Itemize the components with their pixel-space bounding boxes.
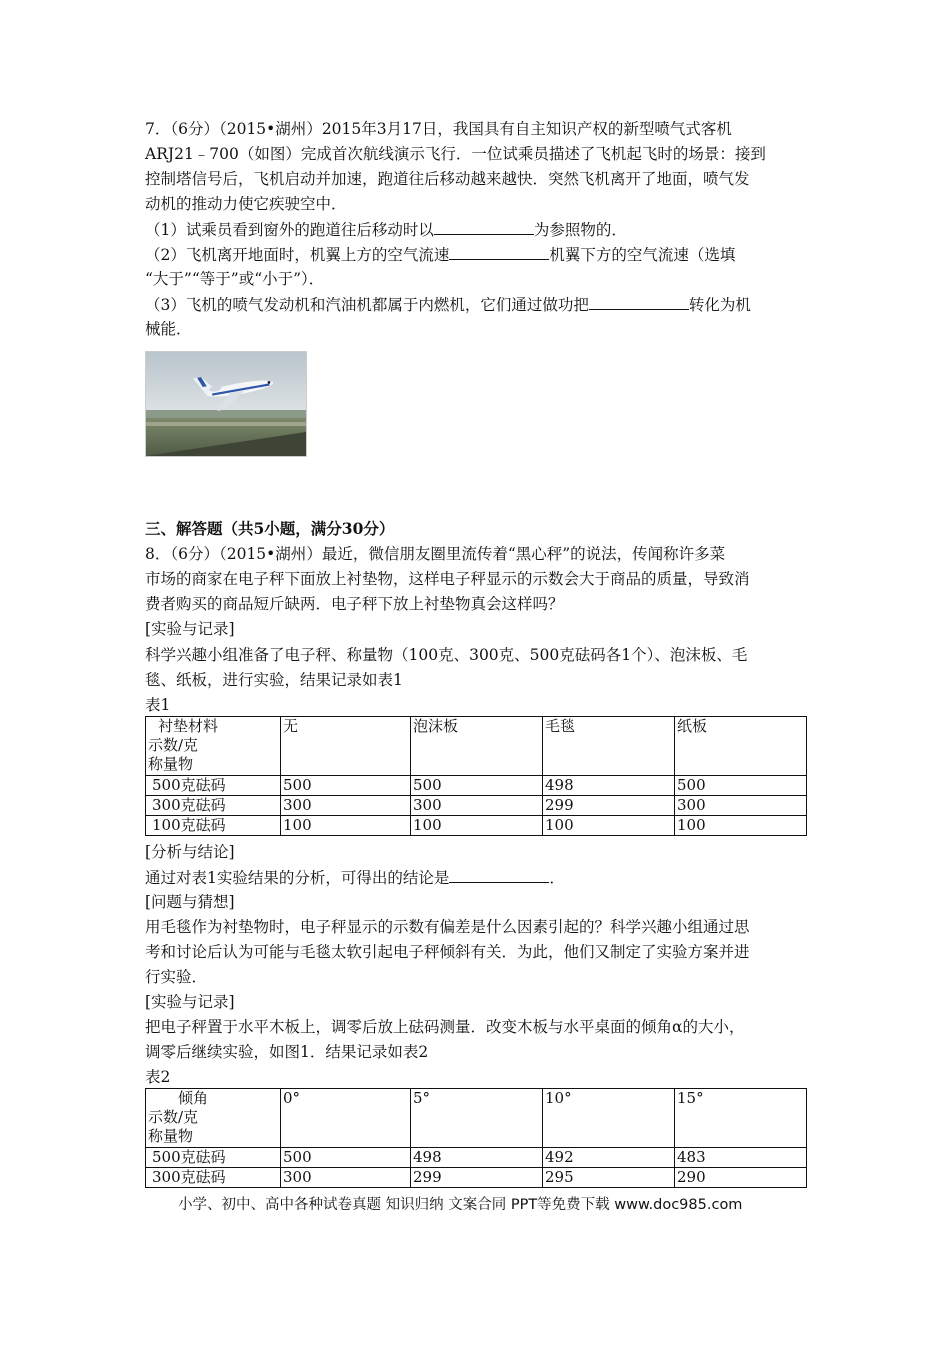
table-cell: 100 [543,816,675,836]
q7-line-2: ARJ21﹣700（如图）完成首次航线演示飞行．一位试乘员描述了飞机起飞时的场景：接到 [145,145,766,163]
table-header-cell [146,1089,281,1148]
header-top-label: 倾角 [178,1089,209,1107]
table-col-header: 15° [675,1089,807,1148]
q8-line-1: 8．（6分）（2015•湖州）最近，微信朋友圈里流传着“黑心秤”的说法，传闻称许多菜 [145,545,726,563]
q7-part-1 [145,218,627,241]
table-header-cell [146,717,281,776]
q8-line-2: 市场的商家在电子秤下面放上衬垫物，这样电子秤显示的示数会大于商品的质量，导致消 [145,570,750,588]
q7-part-3-suffix: 转化为机 [688,296,751,314]
table-cell: 290 [675,1168,807,1188]
table-row [146,816,807,836]
table-cell: 500 [675,776,807,796]
row-label: 100克砝码 [146,816,281,836]
table-col-header: 0° [281,1089,411,1148]
table-cell: 299 [411,1168,543,1188]
q7-line-1: 7．（6分）（2015•湖州）2015年3月17日，我国具有自主知识产权的新型喷气式客机 [145,120,732,138]
table-cell: 498 [543,776,675,796]
table-cell: 300 [675,796,807,816]
q7-part-2 [145,243,735,266]
table-1 [145,716,807,836]
table-col-header: 毛毯 [543,717,675,776]
header-bot-label: 称量物 [148,755,194,773]
table-cell: 483 [675,1148,807,1168]
q7-part-2-text: （2）飞机离开地面时，机翼上方的空气流速 [145,246,450,264]
row-label: 500克砝码 [146,776,281,796]
table-cell: 299 [543,796,675,816]
table-col-header: 泡沫板 [411,717,543,776]
q8-analysis-line [145,866,565,889]
q8-exp2-heading: [实验与记录] [145,993,235,1011]
table-row [146,1168,807,1188]
q8-exp1-line-2: 毯、纸板，进行实验，结果记录如表1 [145,671,403,689]
q7-part-3 [145,293,751,316]
q7-part-2-options: “大于”“等于”或“小于”）． [145,270,325,288]
header-bot-label: 称量物 [148,1127,194,1145]
table-cell: 500 [411,776,543,796]
q7-blank-3[interactable] [589,293,689,310]
q8-exp2-line-2: 调零后继续实验，如图1．结果记录如表2 [145,1043,429,1061]
table-cell: 295 [543,1168,675,1188]
table-row [146,796,807,816]
q8-exp1-line-1: 科学兴趣小组准备了电子秤、称量物（100克、300克、500克砝码各1个）、泡沫板、毛 [145,646,748,664]
q8-analysis-heading: [分析与结论] [145,843,235,861]
table-col-header: 5° [411,1089,543,1148]
row-label: 500克砝码 [146,1148,281,1168]
q7-part-1-text: （1）试乘员看到窗外的跑道往后移动时以 [145,221,434,239]
table-col-header: 纸板 [675,717,807,776]
table-cell: 500 [281,1148,411,1168]
q7-part-3-cont: 械能． [145,320,192,338]
q8-analysis-suffix: ． [549,869,565,887]
table-header-row [146,717,807,776]
table-cell: 300 [411,796,543,816]
footer-text: 小学、初中、高中各种试卷真题 知识归纳 文案合同 PPT等免费下载 www.doc985.com [178,1197,743,1213]
table-header-row [146,1089,807,1148]
q7-blank-2[interactable] [449,243,549,260]
q8-question-line-3: 行实验． [145,968,208,986]
q8-exp1-heading: [实验与记录] [145,620,235,638]
table-col-header: 10° [543,1089,675,1148]
table-cell: 492 [543,1148,675,1168]
q8-exp2-line-1: 把电子秤置于水平木板上，调零后放上砝码测量．改变木板与水平桌面的倾角α的大小， [145,1018,745,1036]
q8-analysis-text: 通过对表1实验结果的分析，可得出的结论是 [145,869,450,887]
table-cell: 500 [281,776,411,796]
table1-label: 表1 [145,696,171,714]
q7-line-4: 动机的推动力使它疾驶空中． [145,195,347,213]
q7-blank-1[interactable] [434,218,534,235]
table-row [146,1148,807,1168]
table-cell: 498 [411,1148,543,1168]
table-cell: 100 [411,816,543,836]
q7-line-3: 控制塔信号后，飞机启动并加速，跑道往后移动越来越快．突然飞机离开了地面，喷气发 [145,170,750,188]
q8-blank-conclusion[interactable] [449,866,549,883]
table-cell: 100 [281,816,411,836]
table-col-header: 无 [281,717,411,776]
q8-line-3: 费者购买的商品短斤缺两．电子秤下放上衬垫物真会这样吗？ [145,595,564,613]
q8-question-line-2: 考和讨论后认为可能与毛毯太软引起电子秤倾斜有关．为此，他们又制定了实验方案并进 [145,943,750,961]
table-cell: 100 [675,816,807,836]
header-mid-label: 示数/克 [148,736,199,754]
section-heading: 三、解答题（共5小题，满分30分） [145,519,395,538]
q7-part-2-suffix: 机翼下方的空气流速（选填 [549,246,736,264]
header-top-label: 衬垫材料 [158,717,219,735]
table-cell: 300 [281,796,411,816]
q7-part-1-suffix: 为参照物的． [533,221,627,239]
row-label: 300克砝码 [146,1168,281,1188]
q7-part-3-text: （3）飞机的喷气发动机和汽油机都属于内燃机，它们通过做功把 [145,296,589,314]
q8-question-heading: [问题与猜想] [145,893,235,911]
airplane-photo [145,351,307,457]
table-row [146,776,807,796]
row-label: 300克砝码 [146,796,281,816]
table-cell: 300 [281,1168,411,1188]
table2-label: 表2 [145,1068,171,1086]
q8-question-line-1: 用毛毯作为衬垫物时，电子秤显示的示数有偏差是什么因素引起的？科学兴趣小组通过思 [145,918,750,936]
header-mid-label: 示数/克 [148,1108,199,1126]
table-2 [145,1088,807,1188]
